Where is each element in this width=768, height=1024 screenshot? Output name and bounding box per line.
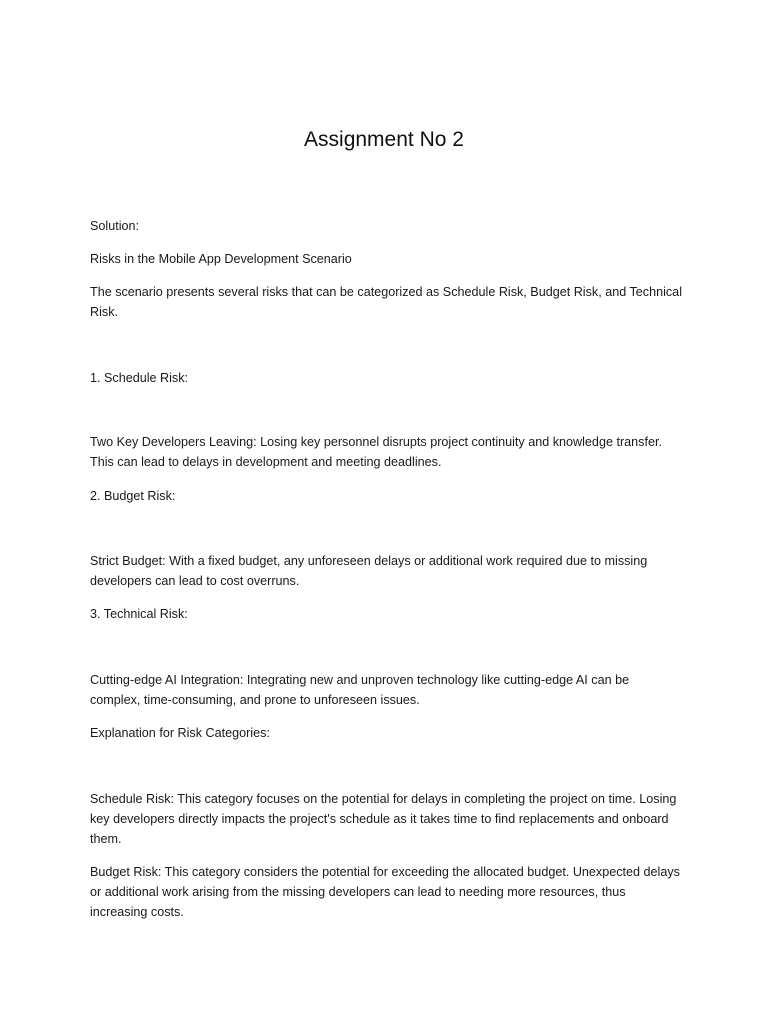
paragraph-intro: The scenario presents several risks that can be categorized as Schedule Risk, Budget Risk, and Technical Risk. xyxy=(90,285,682,319)
paragraph-schedule-risk: Two Key Developers Leaving: Losing key personnel disrupts project continuity and knowledge transfer. This can lead to delays in development and meeting deadlines. xyxy=(90,435,662,469)
document-title: Assignment No 2 xyxy=(304,128,464,151)
paragraph-explanation-budget: Budget Risk: This category considers the potential for exceeding the allocated budget. Unexpected delays or additional work arising from the missing developers can lead to needing more resources, thus increasing costs. xyxy=(90,865,680,919)
paragraph-technical-risk: Cutting-edge AI Integration: Integrating new and unproven technology like cutting-edge AI can be complex, time-consuming, and prone to unforeseen issues. xyxy=(90,673,630,707)
heading-budget-risk: 2. Budget Risk: xyxy=(90,489,176,503)
paragraph-explanation-schedule: Schedule Risk: This category focuses on the potential for delays in completing the project on time. Losing key developers directly impacts the project's schedule as it takes time to find replacements and onboard them. xyxy=(90,792,677,846)
heading-schedule-risk: 1. Schedule Risk: xyxy=(90,371,189,385)
paragraph-section-heading: Risks in the Mobile App Development Scenario xyxy=(90,252,352,266)
heading-technical-risk: 3. Technical Risk: xyxy=(90,607,188,621)
heading-explanation: Explanation for Risk Categories: xyxy=(90,726,270,740)
paragraph-solution: Solution: xyxy=(90,219,140,233)
paragraph-budget-risk: Strict Budget: With a fixed budget, any unforeseen delays or additional work required due to missing developers can lead to cost overruns. xyxy=(90,554,648,588)
